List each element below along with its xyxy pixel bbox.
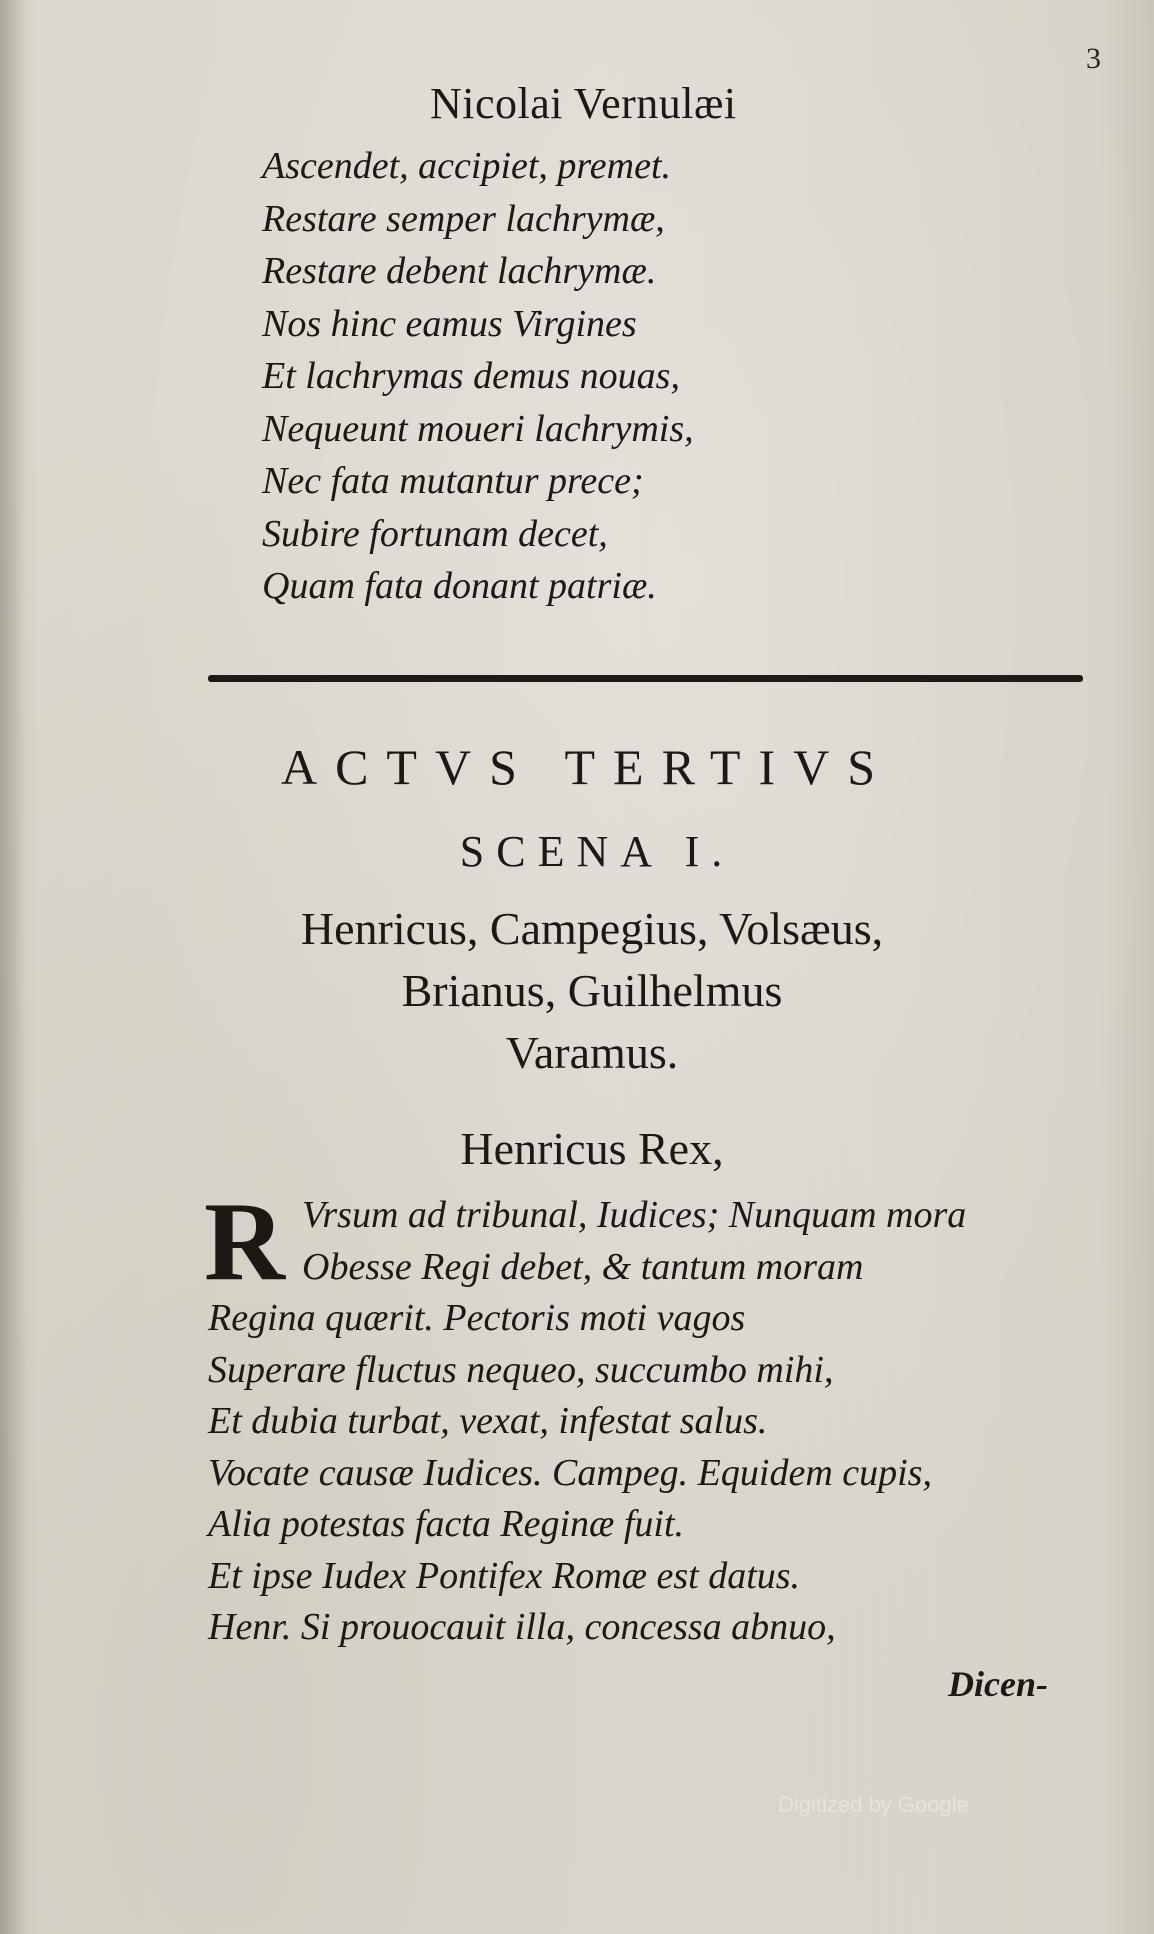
verse-line: Nec fata mutantur prece; [262,460,644,502]
verse-line: Nos hinc eamus Virgines [262,302,637,345]
dramatis-personae [0,898,1154,1084]
act-title: ACTVS TERTIVS [280,739,894,795]
verse-line: Nequeunt moueri lachrymis, [262,407,694,450]
catchword: Dicen- [948,1664,1048,1704]
verse-line: Et ipse Iudex Pontifex Romæ est datus. [208,1554,801,1597]
verse-line: Subire fortunam decet, [262,512,608,555]
verse-line: Restare semper lachrymæ, [262,197,665,240]
scene-title: SCENA I. [459,827,735,876]
verse-line: Regina quærit. Pectoris moti vagos [208,1297,746,1339]
persons-line: Varamus. [505,1027,679,1078]
verse-line: Et dubia turbat, vexat, infestat salus. [208,1400,768,1442]
verse-line: Ascendet, accipiet, premet. [262,145,672,187]
verse-line: Vrsum ad tribunal, Iudices; Nunquam mora [302,1194,967,1236]
persons-line: Henricus, Campegius, Volsæus, [300,903,884,954]
speaker-heading: Henricus Rex, [460,1123,724,1174]
verse-line: Vocate causæ Iudices. Campeg. Equidem cupis, [208,1451,932,1494]
verse-block-top [262,140,694,613]
verse-line: Et lachrymas demus nouas, [262,355,680,397]
verse-line: Alia potestas facta Reginæ fuit. [208,1503,685,1545]
verse-line: Restare debent lachrymæ. [262,250,657,292]
page-corner-mark: 3 [1086,42,1101,75]
watermark: Digitized by Google [778,1792,969,1817]
drop-cap: R [204,1180,285,1304]
section-rule [208,675,1083,682]
running-head: Nicolai Vernulæi [430,79,737,128]
verse-line: Quam fata donant patriæ. [262,565,657,607]
verse-line: Henr. Si prouocauit illa, concessa abnuo, [208,1606,836,1648]
verse-line: Obesse Regi debet, & tantum moram [302,1245,864,1288]
verse-line: Superare fluctus nequeo, succumbo mihi, [208,1348,834,1391]
verse-block-main [208,1190,966,1654]
persons-line: Brianus, Guilhelmus [401,965,783,1016]
